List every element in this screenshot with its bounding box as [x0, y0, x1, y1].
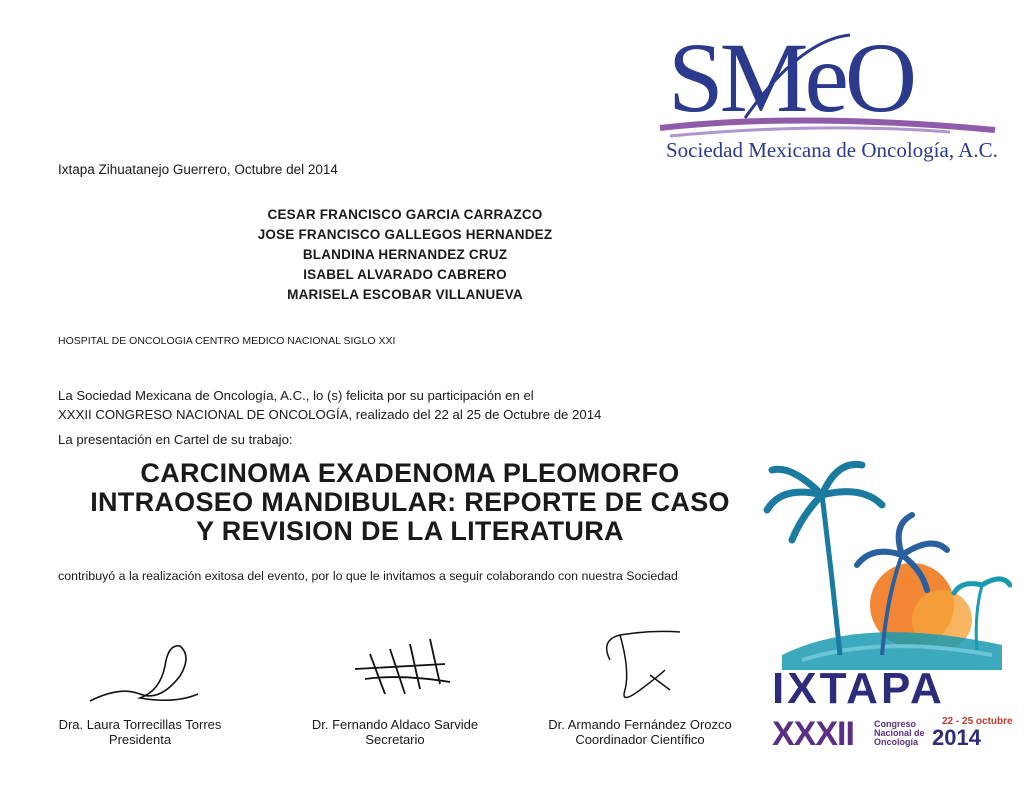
work-title-line: Y REVISION DE LA LITERATURA: [196, 516, 624, 546]
author-name: CESAR FRANCISCO GARCIA CARRAZCO: [267, 207, 543, 222]
emblem-dates: 22 - 25 octubre: [942, 716, 1013, 727]
signature-scribble-coordinator: [590, 620, 700, 710]
emblem-congreso-text: [874, 720, 925, 747]
logo-letters: SMeO: [668, 22, 914, 133]
signer-role: Presidenta: [108, 732, 172, 747]
author-name: BLANDINA HERNANDEZ CRUZ: [302, 247, 508, 262]
ixtapa-congress-emblem: [762, 455, 1012, 755]
signer-role: Secretario: [365, 732, 425, 747]
congreso-line: Oncología: [874, 737, 919, 747]
signature-scribble-president: [80, 636, 200, 716]
author-name: ISABEL ALVARADO CABRERO: [303, 267, 507, 282]
smeo-logo: [650, 20, 1010, 170]
signature-scribble-secretary: [350, 634, 460, 704]
congreso-line: Nacional de: [874, 728, 925, 738]
signer-name: Dr. Armando Fernández Orozco: [548, 717, 732, 732]
body-line: XXXII CONGRESO NACIONAL DE ONCOLOGÍA, realizado del 22 al 25 de Octubre de 2014: [58, 407, 602, 422]
signer-name: Dra. Laura Torrecillas Torres: [58, 717, 222, 732]
signature-coordinator: [540, 717, 740, 747]
logo-subtitle: Sociedad Mexicana de Oncología, A.C.: [666, 138, 998, 162]
emblem-roman-numeral: XXXII: [772, 715, 854, 753]
palm-trees-icon: [762, 455, 1012, 675]
place-date: Ixtapa Zihuatanejo Guerrero, Octubre del 2014: [58, 162, 338, 177]
congratulation-text: [58, 386, 601, 424]
congreso-line: Congreso: [874, 719, 917, 729]
work-title-line: INTRAOSEO MANDIBULAR: REPORTE DE CASO: [90, 487, 730, 517]
emblem-year: 2014: [932, 725, 981, 750]
closing-text: contribuyó a la realización exitosa del evento, por lo que le invitamos a seguir colaborando con nuestra Sociedad: [58, 569, 678, 583]
emblem-word: IXTAPA: [772, 664, 945, 713]
presentation-label: La presentación en Cartel de su trabajo:: [58, 432, 293, 447]
hospital-name: HOSPITAL DE ONCOLOGIA CENTRO MEDICO NACIONAL SIGLO XXI: [58, 335, 396, 347]
signature-president: [40, 717, 240, 747]
author-name: MARISELA ESCOBAR VILLANUEVA: [287, 287, 523, 302]
work-title-line: CARCINOMA EXADENOMA PLEOMORFO: [140, 458, 680, 488]
signer-role: Coordinador Científico: [575, 732, 705, 747]
author-list: [150, 205, 660, 305]
author-name: JOSE FRANCISCO GALLEGOS HERNANDEZ: [257, 227, 553, 242]
signer-name: Dr. Fernando Aldaco Sarvide: [311, 717, 479, 732]
work-title: [40, 459, 780, 546]
signature-secretary: [295, 717, 495, 747]
body-line: La Sociedad Mexicana de Oncología, A.C., lo (s) felicita por su participación en el: [58, 388, 534, 403]
